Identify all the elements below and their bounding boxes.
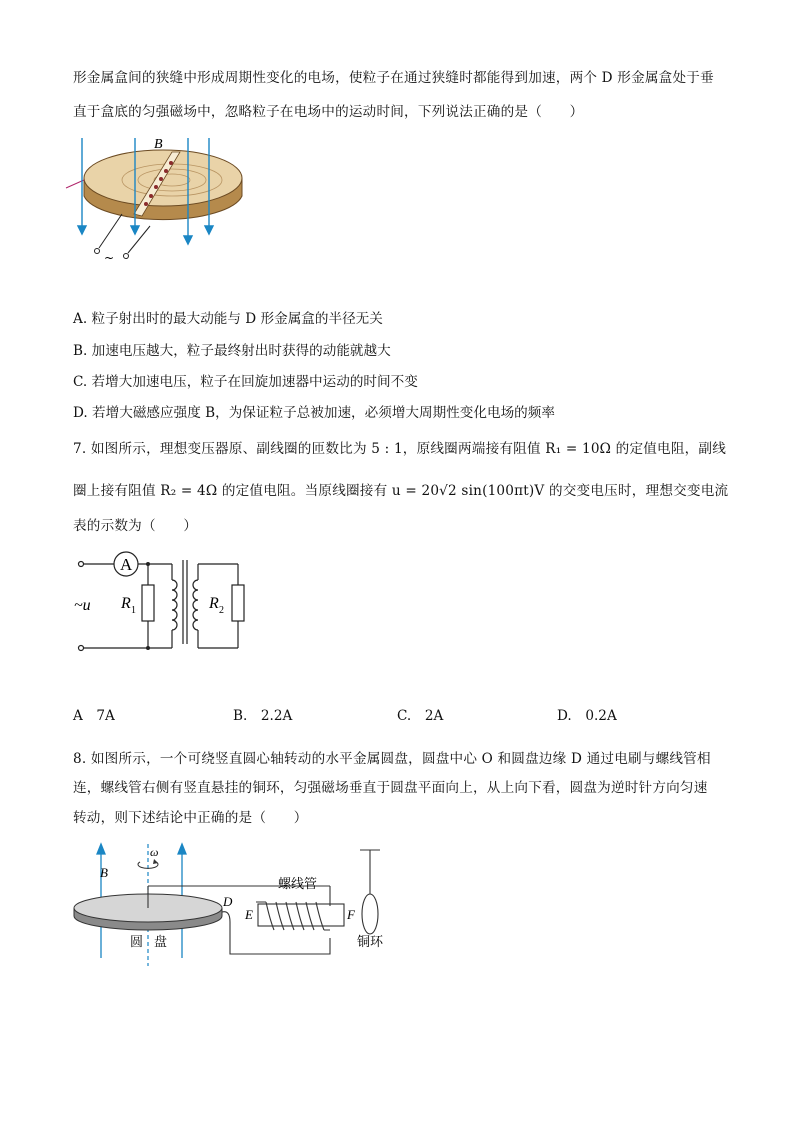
q7-text-line-1: 7. 如图所示，理想变压器原、副线圈的匝数比为 5 : 1，原线圈两端接有阻值 R₁ = 10Ω 的定值电阻，副线 xyxy=(73,441,727,457)
q6-option-c[interactable]: C. 若增大加速电压，粒子在回旋加速器中运动的时间不变 xyxy=(73,374,418,390)
ac-source-label: ~ xyxy=(104,251,115,265)
source-label: ~u xyxy=(74,597,91,614)
disk-label-1: 圆 xyxy=(130,935,144,950)
q6-text-line-1: 形金属盒间的狭缝中形成周期性变化的电场，使粒子在通过狭缝时都能得到加速，两个 D 形金属盒处于垂 xyxy=(73,70,714,86)
point-d-label: D xyxy=(223,894,233,909)
q7-choice-a[interactable]: A 7A xyxy=(73,708,115,724)
point-f-label: F xyxy=(347,907,355,922)
cyclotron-b-label: B xyxy=(154,137,163,152)
copper-ring-label: 铜环 xyxy=(357,935,384,950)
q6-text-line-2: 直于盒底的匀强磁场中，忽略粒子在电场中的运动时间，下列说法正确的是（ ） xyxy=(73,104,584,120)
r2-label: R xyxy=(209,595,219,612)
disk-label-2: 盘 xyxy=(154,935,168,950)
q8-text-line-1: 8. 如图所示，一个可绕竖直圆心轴转动的水平金属圆盘，圆盘中心 O 和圆盘边缘 D 通过电刷与螺线管相 xyxy=(73,751,711,767)
disk-solenoid-figure xyxy=(70,840,390,970)
point-e-label: E xyxy=(245,907,253,922)
r1-subscript: 1 xyxy=(131,605,136,616)
q7-text-line-3: 表的示数为（ ） xyxy=(73,518,198,534)
solenoid-label: 螺线管 xyxy=(278,877,318,892)
r1-label: R xyxy=(121,595,131,612)
transformer-circuit-figure xyxy=(72,548,252,658)
q7-choice-c[interactable]: C. 2A xyxy=(397,708,444,724)
disk-b-label: B xyxy=(100,865,108,880)
q7-choice-b[interactable]: B. 2.2A xyxy=(233,708,293,724)
omega-label: ω xyxy=(150,845,159,859)
ammeter-label: A xyxy=(120,555,133,574)
cyclotron-figure xyxy=(62,130,252,265)
q7-text-line-2: 圈上接有阻值 R₂ = 4Ω 的定值电阻。当原线圈接有 u = 20√2 sin(100πt)V 的交变电压时，理想交变电流 xyxy=(73,483,729,499)
r2-subscript: 2 xyxy=(219,605,224,616)
q7-choice-d[interactable]: D. 0.2A xyxy=(557,708,617,724)
q6-option-d[interactable]: D. 若增大磁感应强度 B，为保证粒子总被加速，必须增大周期性变化电场的频率 xyxy=(73,405,555,421)
q6-option-b[interactable]: B. 加速电压越大，粒子最终射出时获得的动能就越大 xyxy=(73,343,391,359)
q8-text-line-3: 转动，则下述结论中正确的是（ ） xyxy=(73,810,308,826)
q6-option-a[interactable]: A. 粒子射出时的最大动能与 D 形金属盒的半径无关 xyxy=(73,311,383,327)
q8-text-line-2: 连，螺线管右侧有竖直悬挂的铜环，匀强磁场垂直于圆盘平面向上，从上向下看，圆盘为逆时针方向匀速 xyxy=(73,780,708,796)
